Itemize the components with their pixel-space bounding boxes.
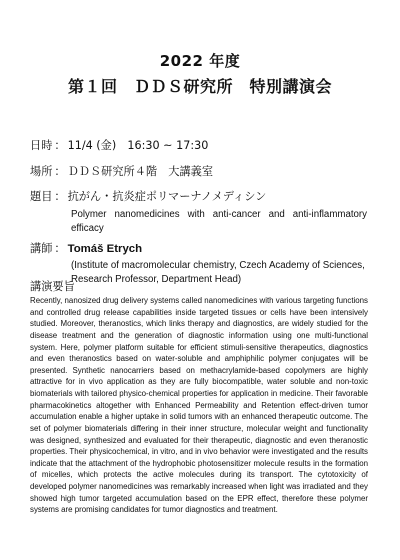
topic-row: 題目 ： 抗がん・抗炎症ポリマーナノメディシン	[30, 190, 267, 203]
place-row: 場所 ： ＤＤＳ研究所４階 大講義室	[30, 165, 214, 178]
abstract-heading: 講演要旨	[30, 280, 75, 293]
place-label: 場所	[30, 165, 53, 178]
date-label: 日時	[30, 139, 53, 152]
speaker-label: 講師	[30, 242, 53, 255]
event-title: 第１回 ＤＤＳ研究所 特別講演会	[67, 77, 332, 96]
speaker-name: Tomáš Etrych	[67, 243, 143, 255]
topic-value-ja: 抗がん・抗炎症ポリマーナノメディシン	[67, 190, 267, 203]
date-value: 11/4 (金) 16:30 ~ 17:30	[67, 139, 209, 152]
abstract-body: Recently, nanosized drug delivery systems called nanomedicines with various targeting functions and controlled drug release capabilities inside targeted tissues or cells have been intensively studied. Moreover, theranostics, which links therapy and diagnostics, are widely studied for the disease treatment and the generation of diagnostic information using one multi-functional system. Here, polymer platform suitable for efficient stimuli-sensitive therapeutics, diagnostics and even theranostics based on water-soluble and amphiphilic polymer conjugates will be presented. Synthetic nanocarriers based on methacrylamide-based copolymers are highly attractive for in vivo application as they are fully biocompatible, water soluble and non-toxic biomaterials with tailored physico-chemical properties for application in medicine. Their favorable pharmacokinetics altogether with Enhanced Permeability and Retention effect-driven tumor accumulation enable a higher uptake in solid tumors with an enhanced therapeutic outcome. The set of polymer biomaterials differing in their inner structure, molecular weight and functionality was designed, synthesized and evaluated for their therapeutic, diagnostic and even theranostic properties. Their physicochemical, in vitro, and in vivo behavior were investigated and the results indicate that the attachment of the hydrophobic photosensitizer molecule results in the formation of micelles, which protects the active molecules during its transport. The cytotoxicity of developed polymer nanomedicines was remarkably increased when light was irradiated and they showed high tumor targeted accumulation based on the EPR effect, therefore these polymer systems are promising candidates for tumor diagnostics and treatment.	[30, 296, 368, 515]
year-title: 2022 年度	[159, 52, 241, 70]
speaker-affiliation: (Institute of macromolecular chemistry, Czech Academy of Sciences, Research Professor, Department Head)	[71, 260, 365, 285]
date-row: 日時 ： 11/4 (金) 16:30 ~ 17:30	[30, 139, 209, 152]
topic-value-en: Polymer nanomedicines with anti-cancer and anti-inflammatory efficacy	[71, 209, 367, 234]
place-value: ＤＤＳ研究所４階 大講義室	[67, 165, 214, 178]
topic-label: 題目	[30, 190, 53, 203]
speaker-row: 講師 ： Tomáš Etrych	[30, 242, 143, 255]
